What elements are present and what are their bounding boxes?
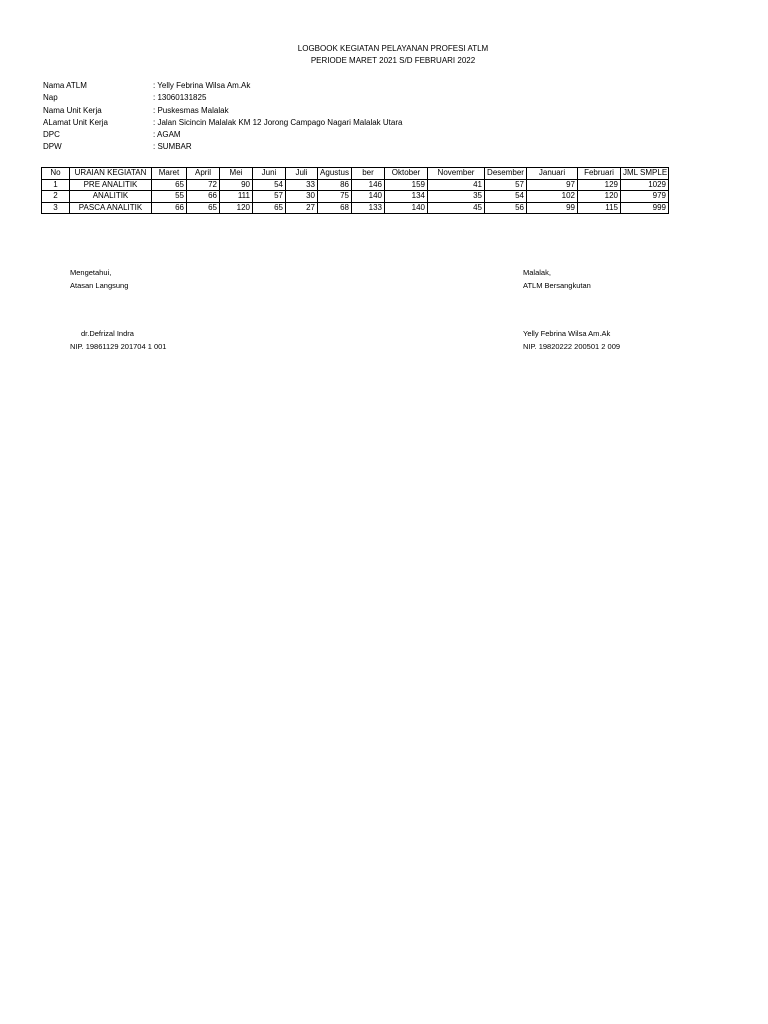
signature-left-line1: Mengetahui, — [70, 268, 112, 277]
column-header: April — [187, 168, 220, 180]
column-header: Desember — [485, 168, 527, 180]
signature-right-heading — [523, 266, 591, 292]
table-cell: 66 — [152, 202, 187, 214]
column-header: Agustus — [318, 168, 352, 180]
info-value: : SUMBAR — [153, 142, 192, 152]
info-label: DPC — [43, 130, 60, 140]
table-cell: 75 — [318, 191, 352, 203]
column-header: URAIAN KEGIATAN — [70, 168, 152, 180]
document-title: LOGBOOK KEGIATAN PELAYANAN PROFESI ATLM — [297, 44, 489, 53]
table-cell: 54 — [485, 191, 527, 203]
table-cell: 999 — [621, 202, 669, 214]
table-header-row — [42, 168, 669, 180]
table-cell: 97 — [527, 179, 578, 191]
table-cell: 68 — [318, 202, 352, 214]
table-cell: ANALITIK — [70, 191, 152, 203]
info-value: : 13060131825 — [153, 93, 207, 103]
table-cell: 57 — [253, 191, 286, 203]
info-value: : Puskesmas Malalak — [153, 105, 229, 115]
signature-left-name: dr.Defrizal Indra — [81, 329, 134, 338]
info-label: Nama ATLM — [43, 81, 87, 90]
signature-left-line2: Atasan Langsung — [70, 281, 129, 290]
table-cell: 27 — [286, 202, 318, 214]
table-cell: 979 — [621, 191, 669, 203]
table-cell: 65 — [187, 202, 220, 214]
table-cell: 90 — [220, 179, 253, 191]
signature-left-nip: NIP. 19861129 201704 1 001 — [70, 342, 167, 351]
table-cell: 57 — [485, 179, 527, 191]
table-cell: 86 — [318, 179, 352, 191]
table-cell: 65 — [152, 179, 187, 191]
table-cell: 56 — [485, 202, 527, 214]
table-cell: 146 — [352, 179, 385, 191]
table-cell: 129 — [578, 179, 621, 191]
signature-right-line1: Malalak, — [523, 268, 551, 277]
table-cell: 133 — [352, 202, 385, 214]
column-header: JML SMPLE — [621, 168, 669, 180]
table-row — [42, 179, 669, 191]
table-cell: 134 — [385, 191, 428, 203]
logbook-table — [41, 167, 669, 214]
table-cell: 140 — [385, 202, 428, 214]
table-cell: 159 — [385, 179, 428, 191]
document-period: PERIODE MARET 2021 S/D FEBRUARI 2022 — [310, 56, 476, 65]
table-cell: 30 — [286, 191, 318, 203]
signature-left-heading — [70, 266, 128, 292]
identity-block — [43, 81, 402, 155]
info-row-nap — [43, 93, 402, 105]
column-header: Juni — [253, 168, 286, 180]
table-cell: 1029 — [621, 179, 669, 191]
table-cell: 41 — [428, 179, 485, 191]
table-cell: 99 — [527, 202, 578, 214]
table-cell: 140 — [352, 191, 385, 203]
info-row-alamat — [43, 118, 402, 130]
table-cell: 54 — [253, 179, 286, 191]
table-cell: 111 — [220, 191, 253, 203]
info-value: : Yelly Febrina Wilsa Am.Ak — [153, 81, 251, 90]
table-cell: 55 — [152, 191, 187, 203]
column-header: Oktober — [385, 168, 428, 180]
table-cell: 72 — [187, 179, 220, 191]
column-header: November — [428, 168, 485, 180]
table-cell: 33 — [286, 179, 318, 191]
info-label: Nap — [43, 93, 58, 103]
info-row-nama-atlm — [43, 81, 402, 93]
table-cell: 3 — [42, 202, 70, 214]
table-cell: 35 — [428, 191, 485, 203]
table-cell: 115 — [578, 202, 621, 214]
table-cell: 102 — [527, 191, 578, 203]
table-cell: 45 — [428, 202, 485, 214]
info-value: : Jalan Sicincin Malalak KM 12 Jorong Campago Nagari Malalak Utara — [153, 117, 403, 127]
table-cell: PASCA ANALITIK — [70, 202, 152, 214]
table-cell: 120 — [220, 202, 253, 214]
table-row — [42, 191, 669, 203]
info-value: : AGAM — [153, 130, 181, 140]
column-header: ber — [352, 168, 385, 180]
info-row-dpw — [43, 142, 402, 154]
table-cell: 120 — [578, 191, 621, 203]
table-cell: 1 — [42, 179, 70, 191]
column-header: Januari — [527, 168, 578, 180]
table-cell: PRE ANALITIK — [70, 179, 152, 191]
info-label: Nama Unit Kerja — [43, 105, 102, 115]
column-header: Februari — [578, 168, 621, 180]
info-label: ALamat Unit Kerja — [43, 117, 108, 127]
column-header: Juli — [286, 168, 318, 180]
table-cell: 2 — [42, 191, 70, 203]
column-header: Maret — [152, 168, 187, 180]
signature-right-name: Yelly Febrina Wilsa Am.Ak — [523, 329, 611, 338]
signature-right-nip: NIP. 19820222 200501 2 009 — [523, 342, 621, 351]
info-row-unit-kerja — [43, 106, 402, 118]
info-row-dpc — [43, 130, 402, 142]
signature-right-line2: ATLM Bersangkutan — [523, 281, 591, 290]
table-cell: 65 — [253, 202, 286, 214]
table-row — [42, 202, 669, 214]
info-label: DPW — [43, 142, 62, 152]
column-header: Mei — [220, 168, 253, 180]
column-header: No — [42, 168, 70, 180]
table-cell: 66 — [187, 191, 220, 203]
